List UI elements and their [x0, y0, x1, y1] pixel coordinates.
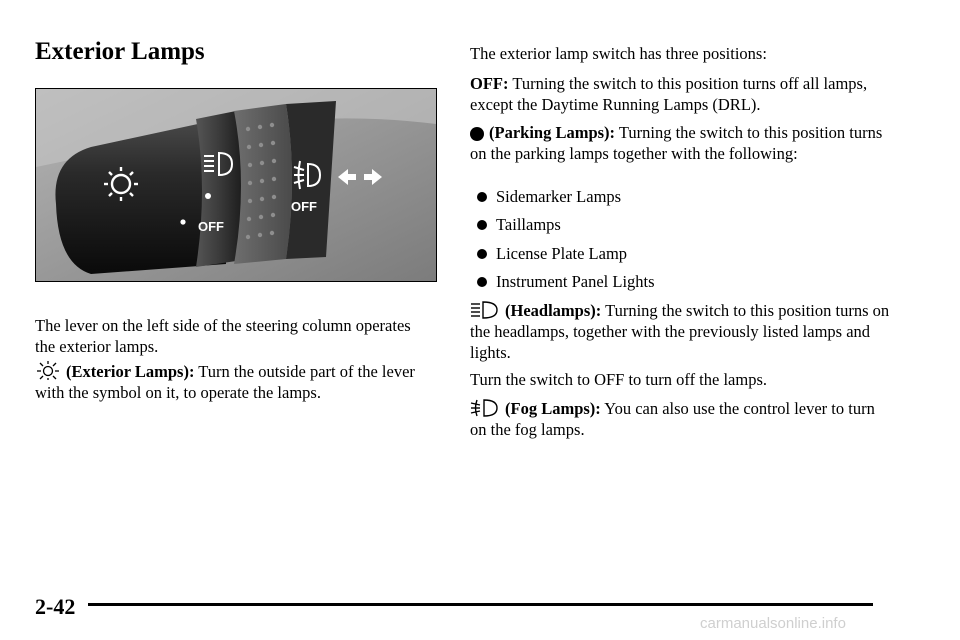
headlamps-label: (Headlamps):	[505, 301, 602, 320]
exterior-lamps-text: Turn the outside part of the lever with the symbol on it, to operate the lamps.	[35, 362, 415, 402]
paragraph-headlamps	[470, 300, 890, 363]
list-item: Taillamps	[496, 215, 561, 234]
list-item: License Plate Lamp	[496, 244, 628, 263]
watermark: carmanualsonline.info	[700, 615, 846, 632]
paragraph-turn-off: Turn the switch to OFF to turn off the lamps.	[470, 370, 768, 389]
headlamps-text: Turning the switch to this position turns on the headlamps, together with the previously listed lamps and lights.	[470, 301, 890, 362]
paragraph-lever: The lever on the left side of the steering column operates the exterior lamps.	[35, 316, 411, 356]
off-label-outer: OFF	[291, 199, 317, 214]
paragraph-off	[470, 73, 890, 115]
paragraph-exterior-lamps	[35, 360, 430, 403]
exterior-lamps-icon	[35, 360, 61, 380]
list-item: Sidemarker Lamps	[496, 187, 622, 206]
off-label-inner: OFF	[198, 219, 224, 234]
fog-lamps-label: (Fog Lamps):	[505, 399, 601, 418]
paragraph-parking	[470, 122, 890, 164]
exterior-lamps-label: (Exterior Lamps):	[66, 362, 195, 381]
bullet-dot	[477, 220, 487, 230]
fog-lamps-text: You can also use the control lever to turn on the fog lamps.	[470, 399, 875, 439]
bullet-dot	[477, 249, 487, 259]
paragraph-fog	[470, 398, 890, 440]
fog-lamps-icon	[470, 399, 500, 417]
lamp-switch-photo	[35, 88, 437, 282]
parking-lamps-text: Turning the switch to this position turns on the parking lamps together with the following:	[470, 123, 883, 163]
headlamps-icon	[470, 301, 500, 319]
parking-lamps-label: (Parking Lamps):	[489, 123, 616, 142]
bullet-dot	[477, 192, 487, 202]
parking-lamps-icon	[470, 127, 484, 141]
page-title: Exterior Lamps	[35, 38, 205, 65]
footer-rule	[88, 603, 873, 606]
paragraph-intro: The exterior lamp switch has three positions:	[470, 44, 767, 63]
bullet-dot	[477, 277, 487, 287]
off-text: Turning the switch to this position turns off all lamps, except the Daytime Running Lamps (DRL).	[470, 74, 868, 114]
off-label: OFF:	[470, 74, 509, 93]
list-item: Instrument Panel Lights	[496, 272, 655, 291]
page-number: 2-42	[35, 594, 76, 619]
